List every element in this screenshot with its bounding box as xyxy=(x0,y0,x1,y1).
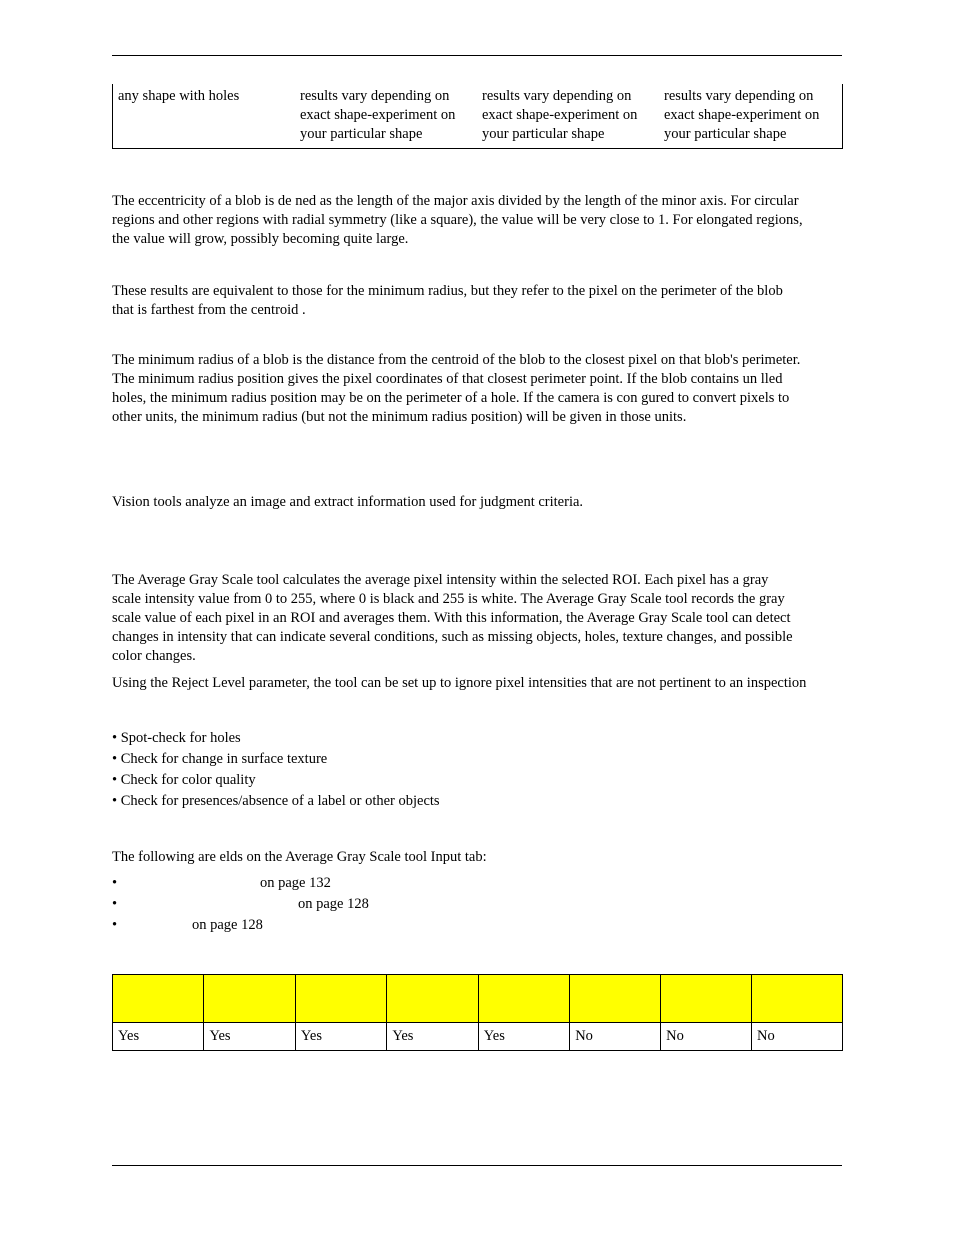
header-cell xyxy=(204,975,295,1023)
value-cell: No xyxy=(752,1023,843,1051)
shape-cell: any shape with holes xyxy=(118,88,240,104)
page-reference-link[interactable]: on page 128 xyxy=(298,896,369,912)
footer-rule xyxy=(112,1165,842,1166)
value-cell: No xyxy=(570,1023,661,1051)
header-cell xyxy=(113,975,204,1023)
table-row xyxy=(113,1023,843,1051)
average-gray-scale-paragraph: The Average Gray Scale tool calculates the average pixel intensity within the selected ROI. Each pixel has a gray scale intensity value from 0 to 255, where 0 is black and 255 is white. The Average Gray Scale tool records the gray scale value of each pixel in an ROI and averages them. With this information, the Average Gray Scale tool can detect changes in intensity that can indicate several conditions, such as missing objects, holes, texture changes, and possible color changes. xyxy=(112,572,793,664)
result-cell: results vary depending on exact shape-experiment on your particular shape xyxy=(300,88,456,142)
header-cell xyxy=(295,975,386,1023)
page-reference-link[interactable]: on page 128 xyxy=(192,917,263,933)
list-item: • Check for color quality xyxy=(112,772,256,788)
reject-level-paragraph: Using the Reject Level parameter, the tool can be set up to ignore pixel intensities that are not pertinent to an inspection xyxy=(112,675,807,691)
list-bullet: • xyxy=(112,875,118,891)
value-cell: Yes xyxy=(295,1023,386,1051)
header-cell xyxy=(570,975,661,1023)
header-cell xyxy=(478,975,569,1023)
header-cell xyxy=(661,975,752,1023)
value-cell: Yes xyxy=(387,1023,478,1051)
value-cell: Yes xyxy=(204,1023,295,1051)
header-cell xyxy=(387,975,478,1023)
table-row xyxy=(113,84,843,149)
list-item: • Spot-check for holes xyxy=(112,730,241,746)
shape-results-table xyxy=(112,84,843,149)
result-cell: results vary depending on exact shape-experiment on your particular shape xyxy=(664,88,820,142)
input-fields-intro: The following are elds on the Average Gray Scale tool Input tab: xyxy=(112,849,487,865)
list-bullet: • xyxy=(112,917,118,933)
list-item: • Check for change in surface texture xyxy=(112,751,328,767)
compatibility-table xyxy=(112,974,843,1051)
value-cell: Yes xyxy=(478,1023,569,1051)
list-bullet: • xyxy=(112,896,118,912)
value-cell: No xyxy=(661,1023,752,1051)
max-radius-paragraph: These results are equivalent to those for the minimum radius, but they refer to the pixel on the perimeter of the blob that is farthest from the centroid . xyxy=(112,283,783,318)
list-item: • Check for presences/absence of a label or other objects xyxy=(112,793,440,809)
min-radius-paragraph: The minimum radius of a blob is the distance from the centroid of the blob to the closest pixel on that blob's perimeter. The minimum radius position gives the pixel coordinates of that closest perimeter point. If the blob contains un lled holes, the minimum radius position may be on the perimeter of a hole. If the camera is con gured to convert pixels to other units, the minimum radius (but not the minimum radius position) will be given in those units. xyxy=(112,352,801,425)
header-rule xyxy=(112,55,842,56)
result-cell: results vary depending on exact shape-experiment on your particular shape xyxy=(482,88,638,142)
table-header-row xyxy=(113,975,843,1023)
page-reference-link[interactable]: on page 132 xyxy=(260,875,331,891)
eccentricity-paragraph: The eccentricity of a blob is de ned as the length of the major axis divided by the length of the minor axis. For circular regions and other regions with radial symmetry (like a square), the value will be very close to 1. For elongated regions, the value will grow, possibly becoming quite large. xyxy=(112,193,803,247)
vision-tools-paragraph: Vision tools analyze an image and extract information used for judgment criteria. xyxy=(112,494,584,510)
value-cell: Yes xyxy=(113,1023,204,1051)
header-cell xyxy=(752,975,843,1023)
